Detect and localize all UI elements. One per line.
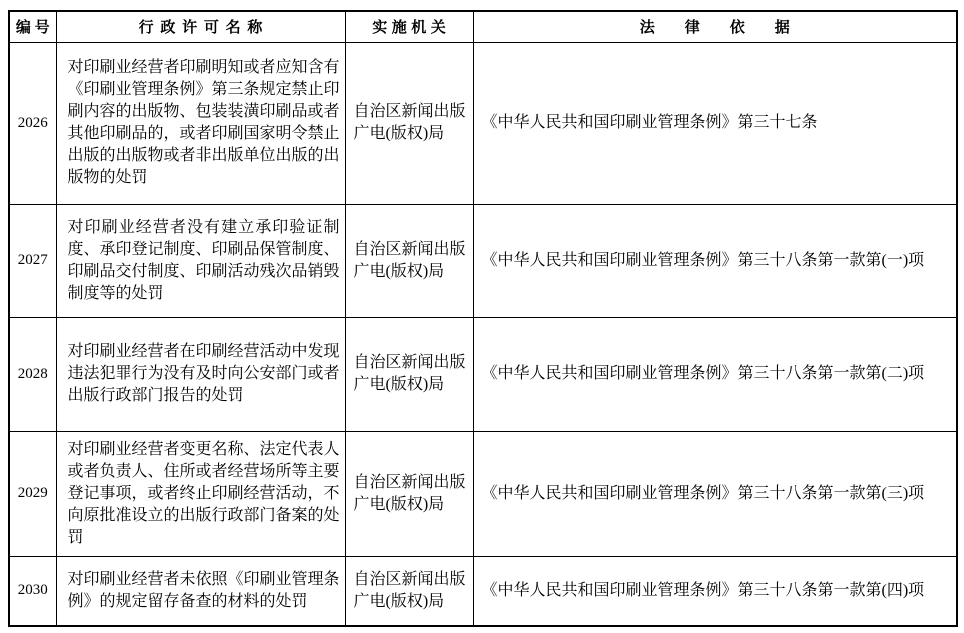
permit-name-cell: 对印刷业经营者印刷明知或者应知含有《印刷业管理条例》第三条规定禁止印刷内容的出版物、包装装潢印刷品或者其他印刷品的，或者印刷国家明令禁止出版的出版物或者非出版单位出版的出版物的处罚 bbox=[56, 42, 345, 204]
permit-name-cell: 对印刷业经营者未依照《印刷业管理条例》的规定留存备查的材料的处罚 bbox=[56, 556, 345, 626]
legal-basis-cell: 《中华人民共和国印刷业管理条例》第三十七条 bbox=[473, 42, 957, 204]
permit-name-cell: 对印刷业经营者在印刷经营活动中发现违法犯罪行为没有及时向公安部门或者出版行政部门报告的处罚 bbox=[56, 317, 345, 431]
row-id-cell: 2026 bbox=[9, 42, 56, 204]
permit-name-cell: 对印刷业经营者变更名称、法定代表人或者负责人、住所或者经营场所等主要登记事项，或者终止印刷经营活动，不向原批准设立的出版行政部门备案的处罚 bbox=[56, 431, 345, 556]
table-row bbox=[9, 431, 957, 556]
table-row bbox=[9, 317, 957, 431]
column-header-agency: 实施机关 bbox=[345, 11, 473, 42]
table-row bbox=[9, 556, 957, 626]
legal-basis-cell: 《中华人民共和国印刷业管理条例》第三十八条第一款第(四)项 bbox=[473, 556, 957, 626]
column-header-name: 行政许可名称 bbox=[56, 11, 345, 42]
agency-cell: 自治区新闻出版广电(版权)局 bbox=[345, 556, 473, 626]
table-row bbox=[9, 42, 957, 204]
legal-basis-cell: 《中华人民共和国印刷业管理条例》第三十八条第一款第(二)项 bbox=[473, 317, 957, 431]
row-id-cell: 2029 bbox=[9, 431, 56, 556]
permit-name-cell: 对印刷业经营者没有建立承印验证制度、承印登记制度、印刷品保管制度、印刷品交付制度、印刷活动残次品销毁制度等的处罚 bbox=[56, 204, 345, 317]
table-header-row bbox=[9, 11, 957, 42]
table-row bbox=[9, 204, 957, 317]
row-id-cell: 2030 bbox=[9, 556, 56, 626]
agency-cell: 自治区新闻出版广电(版权)局 bbox=[345, 431, 473, 556]
column-header-id: 编号 bbox=[9, 11, 56, 42]
agency-cell: 自治区新闻出版广电(版权)局 bbox=[345, 317, 473, 431]
row-id-cell: 2027 bbox=[9, 204, 56, 317]
row-id-cell: 2028 bbox=[9, 317, 56, 431]
legal-basis-cell: 《中华人民共和国印刷业管理条例》第三十八条第一款第(一)项 bbox=[473, 204, 957, 317]
column-header-basis: 法律依据 bbox=[473, 11, 957, 42]
agency-cell: 自治区新闻出版广电(版权)局 bbox=[345, 204, 473, 317]
administrative-permits-table bbox=[8, 10, 958, 627]
legal-basis-cell: 《中华人民共和国印刷业管理条例》第三十八条第一款第(三)项 bbox=[473, 431, 957, 556]
agency-cell: 自治区新闻出版广电(版权)局 bbox=[345, 42, 473, 204]
